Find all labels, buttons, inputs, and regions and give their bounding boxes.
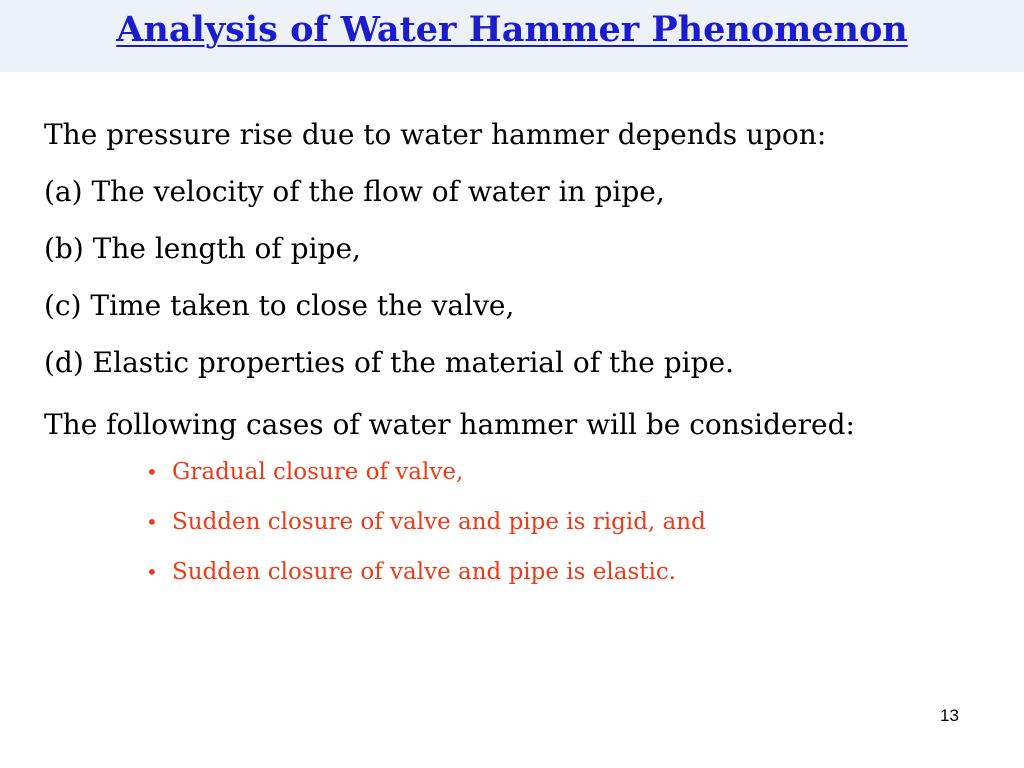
case-label: Sudden closure of valve and pipe is elastic. [172,559,677,585]
slide-content [44,113,944,605]
case-item-sudden-elastic [146,555,944,589]
case-label: Gradual closure of valve, [172,459,464,485]
cases-list [44,455,944,589]
bullet-icon: • [146,560,158,584]
case-item-gradual [146,455,944,489]
factor-item-c: (c) Time taken to close the valve, [44,289,515,322]
page-number: 13 [940,706,959,725]
slide-title: Analysis of Water Hammer Phenomenon [116,9,908,50]
cases-intro-paragraph: The following cases of water hammer will be considered: [44,408,855,441]
intro-paragraph: The pressure rise due to water hammer depends upon: [44,118,827,151]
case-item-sudden-rigid [146,505,944,539]
factor-item-a: (a) The velocity of the flow of water in pipe, [44,175,665,208]
bullet-icon: • [146,510,158,534]
factor-item-d: (d) Elastic properties of the material of the pipe. [44,346,734,379]
factor-item-b: (b) The length of pipe, [44,232,361,265]
case-label: Sudden closure of valve and pipe is rigid, and [172,509,706,535]
bullet-icon: • [146,460,158,484]
